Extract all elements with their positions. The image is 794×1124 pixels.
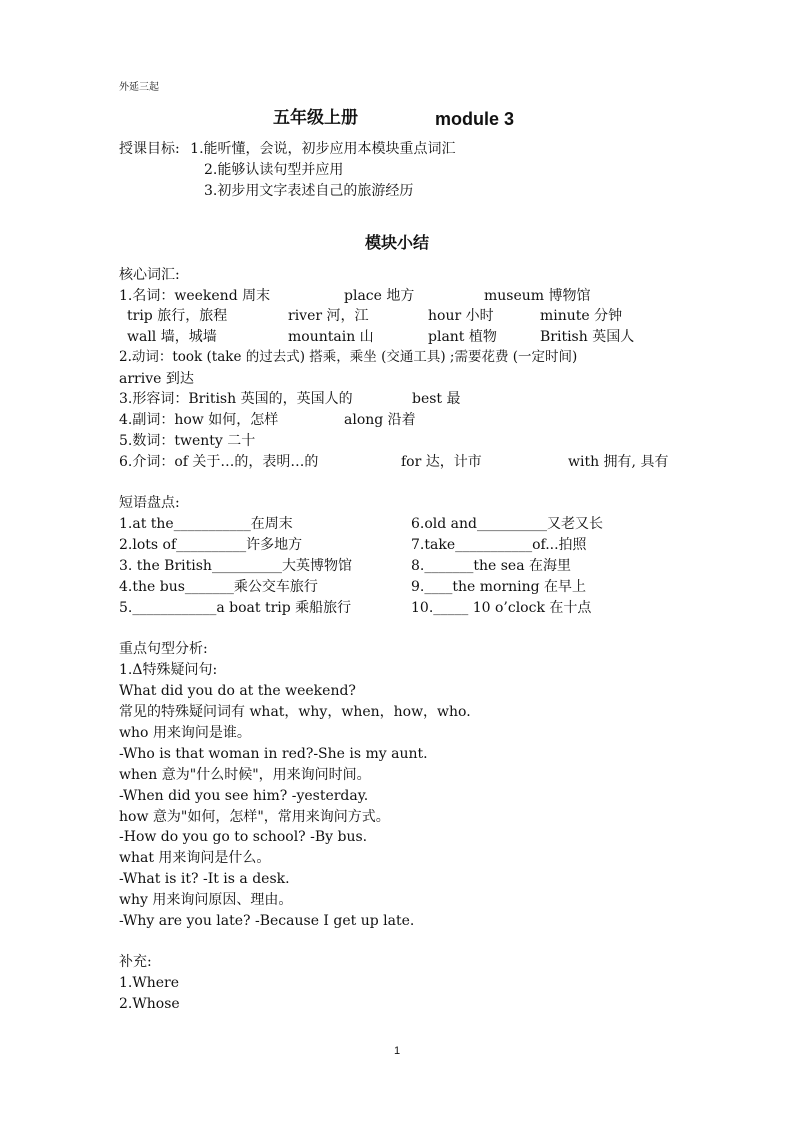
goals-line-1 bbox=[119, 142, 456, 156]
goal-item: 2.能够认读句型并应用 bbox=[204, 162, 344, 178]
vocab-num: 5.数词：twenty 二十 bbox=[119, 433, 256, 449]
phrase-item: 7.take___________of...拍照 bbox=[411, 537, 587, 553]
vocab-item: with 拥有, 具有 bbox=[568, 454, 669, 470]
vocab-item: place 地方 bbox=[344, 288, 415, 304]
analysis-line: how 意为"如何，怎样"，常用来询问方式。 bbox=[119, 809, 390, 825]
header-note: 外延三起 bbox=[119, 82, 159, 93]
goal-item: 1.能听懂，会说，初步应用本模块重点词汇 bbox=[190, 141, 456, 157]
analysis-line: who 用来询问是谁。 bbox=[119, 725, 251, 741]
vocab-item: weekend 周末 bbox=[174, 288, 271, 304]
phrases-heading: 短语盘点: bbox=[119, 495, 180, 511]
phrase-item: 9.____the morning 在早上 bbox=[411, 579, 587, 595]
vocab-item: minute 分钟 bbox=[540, 308, 623, 324]
analysis-line: what 用来询问是什么。 bbox=[119, 850, 271, 866]
phrase-item: 2.lots of__________许多地方 bbox=[119, 537, 303, 553]
phrase-item: 8._______the sea 在海里 bbox=[411, 558, 572, 574]
title-module: module 3 bbox=[435, 109, 515, 129]
page-number: 1 bbox=[393, 1045, 401, 1057]
phrase-item: 10._____ 10 o’clock 在十点 bbox=[411, 600, 592, 616]
vocab-adv: 4.副词：how 如何，怎样 bbox=[119, 412, 279, 428]
analysis-line: 1.Δ特殊疑问句: bbox=[119, 662, 218, 678]
phrase-item: 6.old and__________又老又长 bbox=[411, 516, 604, 532]
vocab-item: mountain 山 bbox=[288, 329, 374, 345]
analysis-line: -How do you go to school? -By bus. bbox=[119, 829, 368, 845]
phrase-item: 3. the British__________大英博物馆 bbox=[119, 558, 352, 574]
vocab-verbs-cont: arrive 到达 bbox=[119, 371, 194, 387]
supplement-heading: 补充: bbox=[119, 954, 152, 970]
vocab-item: British 英国人 bbox=[540, 329, 635, 345]
vocab-verbs: 2.动词：took (take 的过去式) 搭乘，乘坐 (交通工具) ;需要花费 (一定时间) bbox=[119, 349, 578, 365]
vocab-nouns-row bbox=[119, 289, 270, 303]
vocab-item: along 沿着 bbox=[344, 412, 416, 428]
vocab-item: wall 墙，城墙 bbox=[127, 329, 217, 345]
analysis-line: why 用来询问原因、理由。 bbox=[119, 892, 293, 908]
supplement-item: 2.Whose bbox=[119, 996, 180, 1012]
analysis-line: -When did you see him? -yesterday. bbox=[119, 788, 369, 804]
vocab-item: trip 旅行，旅程 bbox=[127, 308, 228, 324]
analysis-line: What did you do at the weekend? bbox=[119, 683, 356, 699]
phrase-item: 5.____________a boat trip 乘船旅行 bbox=[119, 600, 352, 616]
vocab-heading: 核心词汇: bbox=[119, 267, 180, 283]
analysis-line: -What is it? -It is a desk. bbox=[119, 871, 290, 887]
title-chinese: 五年级上册 bbox=[273, 108, 358, 128]
vocab-item: museum 博物馆 bbox=[484, 288, 591, 304]
vocab-prep: 6.介词：of 关于…的，表明…的 bbox=[119, 454, 319, 470]
vocab-item: hour 小时 bbox=[428, 308, 494, 324]
analysis-line: -Who is that woman in red?-She is my aunt. bbox=[119, 746, 428, 762]
supplement-item: 1.Where bbox=[119, 975, 180, 991]
analysis-line: 常见的特殊疑问词有 what，why，when，how，who. bbox=[119, 704, 471, 720]
goals-label: 授课目标: bbox=[119, 141, 180, 157]
section-title: 模块小结 bbox=[364, 233, 429, 252]
page-title bbox=[0, 110, 794, 134]
analysis-line: -Why are you late? -Because I get up late. bbox=[119, 913, 415, 929]
nouns-label: 1.名词： bbox=[119, 288, 175, 304]
analysis-line: when 意为"什么时候"，用来询问时间。 bbox=[119, 767, 371, 783]
vocab-item: plant 植物 bbox=[428, 329, 497, 345]
goal-item: 3.初步用文字表述自己的旅游经历 bbox=[204, 183, 414, 199]
phrase-item: 1.at the___________在周末 bbox=[119, 516, 293, 532]
phrase-item: 4.the bus_______乘公交车旅行 bbox=[119, 579, 318, 595]
vocab-adj: 3.形容词：British 英国的，英国人的 bbox=[119, 391, 353, 407]
vocab-item: river 河，江 bbox=[288, 308, 369, 324]
analysis-heading: 重点句型分析: bbox=[119, 641, 208, 657]
vocab-item: best 最 bbox=[412, 391, 461, 407]
vocab-item: for 达，计市 bbox=[401, 454, 482, 470]
